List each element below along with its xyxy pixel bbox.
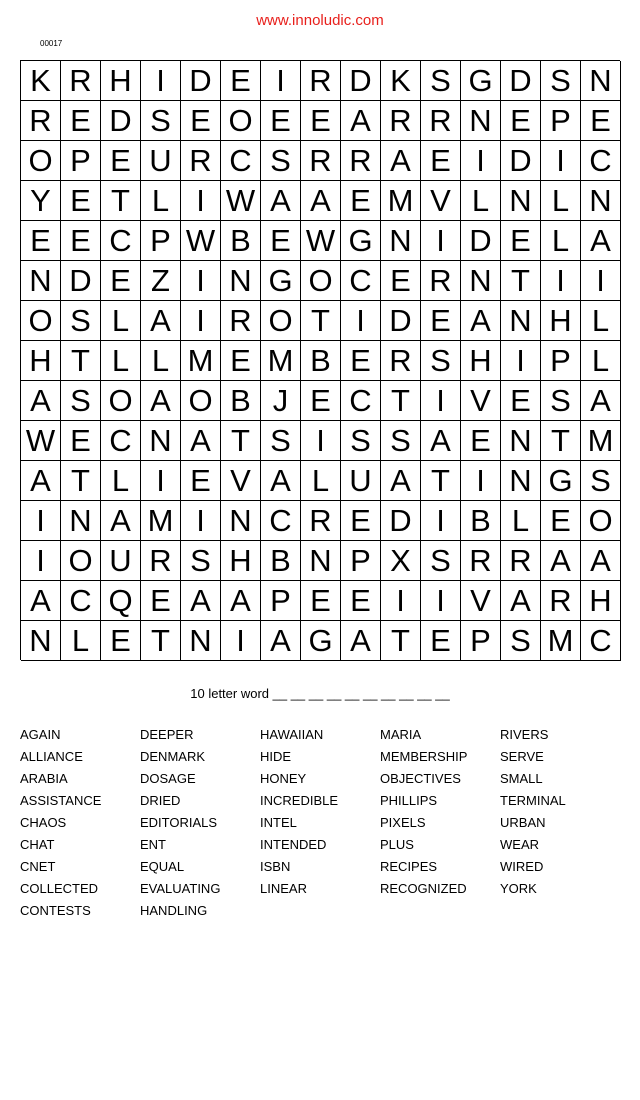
grid-cell[interactable]: E [101, 141, 141, 181]
grid-cell[interactable]: N [581, 61, 621, 101]
grid-cell[interactable]: N [221, 501, 261, 541]
grid-cell[interactable]: I [181, 301, 221, 341]
grid-cell[interactable]: A [141, 381, 181, 421]
word-list-item: TERMINAL [500, 793, 566, 808]
grid-cell[interactable]: E [421, 141, 461, 181]
grid-cell[interactable]: E [421, 621, 461, 661]
grid-cell[interactable]: Y [21, 181, 61, 221]
grid-cell[interactable]: A [261, 461, 301, 501]
word-list-item: INCREDIBLE [260, 793, 339, 808]
word-list-item: YORK [500, 881, 537, 896]
word-column [380, 726, 500, 924]
grid-cell[interactable]: I [181, 181, 221, 221]
grid-cell[interactable]: R [381, 101, 421, 141]
grid-cell[interactable]: S [501, 621, 541, 661]
grid-cell[interactable]: C [221, 141, 261, 181]
grid-cell[interactable]: L [501, 501, 541, 541]
grid-cell[interactable]: L [461, 181, 501, 221]
grid-cell[interactable]: E [341, 501, 381, 541]
grid-cell[interactable]: M [141, 501, 181, 541]
grid-cell[interactable]: D [341, 61, 381, 101]
grid-cell[interactable]: T [381, 621, 421, 661]
grid-cell[interactable]: E [501, 101, 541, 141]
grid-cell[interactable]: P [61, 141, 101, 181]
word-column [140, 726, 260, 924]
grid-cell[interactable]: P [461, 621, 501, 661]
word-list-item: HANDLING [140, 903, 208, 918]
grid-cell[interactable]: O [21, 141, 61, 181]
grid-cell[interactable]: D [381, 501, 421, 541]
grid-cell[interactable]: T [61, 461, 101, 501]
grid-cell[interactable]: I [141, 461, 181, 501]
grid-cell[interactable]: A [581, 381, 621, 421]
word-list-item: PHILLIPS [380, 793, 438, 808]
grid-cell[interactable]: O [21, 301, 61, 341]
grid-cell[interactable]: A [261, 181, 301, 221]
grid-cell[interactable]: T [141, 621, 181, 661]
grid-cell[interactable]: E [101, 621, 141, 661]
grid-cell[interactable]: S [261, 141, 301, 181]
grid-cell[interactable]: A [381, 461, 421, 501]
grid-cell[interactable]: R [421, 101, 461, 141]
grid-cell[interactable]: D [501, 61, 541, 101]
grid-cell[interactable]: I [461, 461, 501, 501]
grid-cell[interactable]: B [261, 541, 301, 581]
grid-cell[interactable]: Q [101, 581, 141, 621]
word-list-item: LINEAR [260, 881, 307, 896]
grid-cell[interactable]: O [301, 261, 341, 301]
grid-cell[interactable]: N [501, 301, 541, 341]
grid-cell[interactable]: L [141, 181, 181, 221]
grid-cell[interactable]: U [141, 141, 181, 181]
word-list-item: EDITORIALS [140, 815, 218, 830]
grid-cell[interactable]: L [581, 301, 621, 341]
grid-cell[interactable]: E [501, 381, 541, 421]
grid-cell[interactable]: E [101, 261, 141, 301]
grid-cell[interactable]: N [61, 501, 101, 541]
grid-cell[interactable]: I [21, 541, 61, 581]
mystery-word-hint: 10 letter word __ __ __ __ __ __ __ __ __ __ [190, 686, 450, 701]
grid-cell[interactable]: A [461, 301, 501, 341]
grid-cell[interactable]: I [181, 261, 221, 301]
grid-cell[interactable]: D [181, 61, 221, 101]
word-list-item: RECIPES [380, 859, 438, 874]
word-list-item: SMALL [500, 771, 543, 786]
grid-cell[interactable]: E [461, 421, 501, 461]
grid-cell[interactable]: A [541, 541, 581, 581]
grid-cell[interactable]: E [341, 341, 381, 381]
grid-cell[interactable]: L [581, 341, 621, 381]
word-list-item: ENT [140, 837, 166, 852]
word-list-item: DRIED [140, 793, 181, 808]
grid-cell[interactable]: E [541, 501, 581, 541]
word-list-item: CNET [20, 859, 56, 874]
grid-cell[interactable]: U [341, 461, 381, 501]
grid-cell[interactable]: R [21, 101, 61, 141]
grid-cell[interactable]: A [141, 301, 181, 341]
grid-cell[interactable]: S [581, 461, 621, 501]
word-list-item: ASSISTANCE [20, 793, 102, 808]
grid-cell[interactable]: I [221, 621, 261, 661]
grid-cell[interactable]: A [181, 421, 221, 461]
grid-cell[interactable]: G [541, 461, 581, 501]
grid-cell[interactable]: R [221, 301, 261, 341]
grid-cell[interactable]: E [501, 221, 541, 261]
grid-cell[interactable]: E [61, 101, 101, 141]
grid-cell[interactable]: D [461, 221, 501, 261]
word-column [20, 726, 140, 924]
grid-cell[interactable]: G [461, 61, 501, 101]
grid-cell[interactable]: B [221, 381, 261, 421]
grid-cell[interactable]: H [21, 341, 61, 381]
grid-cell[interactable]: E [221, 341, 261, 381]
grid-cell[interactable]: L [101, 461, 141, 501]
grid-cell[interactable]: N [221, 261, 261, 301]
word-list-item: PLUS [380, 837, 414, 852]
word-search-grid [20, 60, 620, 660]
grid-cell[interactable]: E [61, 181, 101, 221]
grid-cell[interactable]: O [221, 101, 261, 141]
grid-cell[interactable]: L [541, 221, 581, 261]
grid-cell[interactable]: N [501, 461, 541, 501]
grid-cell[interactable]: I [541, 141, 581, 181]
grid-cell[interactable]: H [461, 341, 501, 381]
word-list-item: HAWAIIAN [260, 727, 324, 742]
grid-cell[interactable]: S [341, 421, 381, 461]
grid-cell[interactable]: I [541, 261, 581, 301]
grid-cell[interactable]: P [541, 101, 581, 141]
grid-cell[interactable]: R [501, 541, 541, 581]
grid-cell[interactable]: O [101, 381, 141, 421]
grid-cell[interactable]: C [581, 141, 621, 181]
grid-cell[interactable]: R [61, 61, 101, 101]
grid-cell[interactable]: R [301, 501, 341, 541]
grid-cell[interactable]: R [341, 141, 381, 181]
word-list-item: WEAR [500, 837, 539, 852]
grid-cell[interactable]: O [61, 541, 101, 581]
word-list-item: COLLECTED [20, 881, 99, 896]
grid-cell[interactable]: A [21, 581, 61, 621]
word-list-item: CHAT [20, 837, 55, 852]
word-list-item: INTENDED [260, 837, 327, 852]
grid-cell[interactable]: R [181, 141, 221, 181]
grid-cell[interactable]: S [421, 541, 461, 581]
grid-cell[interactable]: E [61, 421, 101, 461]
grid-cell[interactable]: V [421, 181, 461, 221]
grid-cell[interactable]: I [501, 341, 541, 381]
grid-cell[interactable]: I [421, 381, 461, 421]
grid-cell[interactable]: T [501, 261, 541, 301]
grid-cell[interactable]: S [61, 301, 101, 341]
word-list-item: ISBN [260, 859, 291, 874]
grid-cell[interactable]: D [501, 141, 541, 181]
grid-cell[interactable]: T [101, 181, 141, 221]
grid-cell[interactable]: A [181, 581, 221, 621]
grid-cell[interactable]: B [221, 221, 261, 261]
grid-cell[interactable]: U [101, 541, 141, 581]
grid-cell[interactable]: N [381, 221, 421, 261]
grid-cell[interactable]: A [341, 101, 381, 141]
grid-cell[interactable]: S [181, 541, 221, 581]
grid-cell[interactable]: A [21, 461, 61, 501]
site-link[interactable]: www.innoludic.com [256, 12, 384, 29]
grid-cell[interactable]: S [541, 381, 581, 421]
grid-cell[interactable]: R [141, 541, 181, 581]
grid-cell[interactable]: I [21, 501, 61, 541]
grid-cell[interactable]: Z [141, 261, 181, 301]
grid-cell[interactable]: A [581, 541, 621, 581]
grid-cell[interactable]: A [581, 221, 621, 261]
grid-cell[interactable]: S [421, 61, 461, 101]
grid-cell[interactable]: P [541, 341, 581, 381]
word-list-item: SERVE [500, 749, 544, 764]
word-list [20, 726, 620, 924]
grid-cell[interactable]: H [101, 61, 141, 101]
grid-cell[interactable]: E [221, 61, 261, 101]
grid-cell[interactable]: E [301, 581, 341, 621]
grid-cell[interactable]: D [61, 261, 101, 301]
grid-cell[interactable]: L [301, 461, 341, 501]
grid-cell[interactable]: E [61, 221, 101, 261]
grid-cell[interactable]: S [61, 381, 101, 421]
grid-cell[interactable]: T [221, 421, 261, 461]
grid-cell[interactable]: W [221, 181, 261, 221]
grid-cell[interactable]: M [261, 341, 301, 381]
word-column [260, 726, 380, 924]
grid-cell[interactable]: C [341, 381, 381, 421]
grid-cell[interactable]: R [381, 341, 421, 381]
grid-cell[interactable]: I [141, 61, 181, 101]
grid-cell[interactable]: T [61, 341, 101, 381]
grid-cell[interactable]: H [581, 581, 621, 621]
grid-cell[interactable]: N [21, 261, 61, 301]
grid-cell[interactable]: N [501, 181, 541, 221]
grid-cell[interactable]: K [381, 61, 421, 101]
grid-cell[interactable]: A [341, 621, 381, 661]
grid-cell[interactable]: N [581, 181, 621, 221]
grid-cell[interactable]: I [341, 301, 381, 341]
grid-cell[interactable]: I [581, 261, 621, 301]
word-list-item: CHAOS [20, 815, 67, 830]
grid-cell[interactable]: M [381, 181, 421, 221]
grid-cell[interactable]: J [261, 381, 301, 421]
grid-cell[interactable]: I [381, 581, 421, 621]
grid-cell[interactable]: E [421, 301, 461, 341]
grid-cell[interactable]: A [221, 581, 261, 621]
grid-cell[interactable]: H [221, 541, 261, 581]
grid-cell[interactable]: N [501, 421, 541, 461]
grid-cell[interactable]: L [541, 181, 581, 221]
grid-cell[interactable]: L [101, 341, 141, 381]
grid-cell[interactable]: O [581, 501, 621, 541]
grid-cell[interactable]: I [461, 141, 501, 181]
grid-cell[interactable]: M [181, 341, 221, 381]
grid-cell[interactable]: A [381, 141, 421, 181]
grid-cell[interactable]: H [541, 301, 581, 341]
grid-cell[interactable]: V [221, 461, 261, 501]
word-list-item: URBAN [500, 815, 546, 830]
word-list-item: MARIA [380, 727, 422, 742]
grid-cell[interactable]: A [301, 181, 341, 221]
grid-cell[interactable]: G [341, 221, 381, 261]
word-list-item: HONEY [260, 771, 307, 786]
grid-cell[interactable]: S [421, 341, 461, 381]
grid-cell[interactable]: R [301, 141, 341, 181]
grid-cell[interactable]: G [261, 261, 301, 301]
grid-cell[interactable]: A [501, 581, 541, 621]
grid-cell[interactable]: T [421, 461, 461, 501]
grid-cell[interactable]: N [461, 101, 501, 141]
grid-cell[interactable]: R [461, 541, 501, 581]
word-list-item: INTEL [260, 815, 297, 830]
grid-cell[interactable]: M [581, 421, 621, 461]
word-list-item: HIDE [260, 749, 292, 764]
grid-cell[interactable]: T [301, 301, 341, 341]
word-list-item: WIRED [500, 859, 544, 874]
grid-cell[interactable]: I [421, 581, 461, 621]
grid-cell[interactable]: S [261, 421, 301, 461]
grid-cell[interactable]: E [341, 181, 381, 221]
grid-cell[interactable]: E [341, 581, 381, 621]
word-list-item: OBJECTIVES [380, 771, 461, 786]
word-list-item: ALLIANCE [20, 749, 83, 764]
grid-cell[interactable]: E [301, 101, 341, 141]
grid-cell[interactable]: A [261, 621, 301, 661]
grid-cell[interactable]: W [21, 421, 61, 461]
grid-cell[interactable]: C [101, 421, 141, 461]
word-list-item: MEMBERSHIP [380, 749, 468, 764]
grid-cell[interactable]: R [541, 581, 581, 621]
grid-cell[interactable]: L [61, 621, 101, 661]
grid-cell[interactable]: W [181, 221, 221, 261]
word-list-item: EVALUATING [140, 881, 221, 896]
grid-cell[interactable]: E [181, 101, 221, 141]
grid-cell[interactable]: S [141, 101, 181, 141]
grid-cell[interactable]: R [421, 261, 461, 301]
word-list-item: PIXELS [380, 815, 426, 830]
grid-cell[interactable]: X [381, 541, 421, 581]
grid-cell[interactable]: D [101, 101, 141, 141]
word-list-item: DEEPER [140, 727, 194, 742]
grid-cell[interactable]: N [21, 621, 61, 661]
grid-cell[interactable]: V [461, 581, 501, 621]
grid-cell[interactable]: C [101, 221, 141, 261]
grid-cell[interactable]: B [461, 501, 501, 541]
grid-cell[interactable]: I [261, 61, 301, 101]
grid-cell[interactable]: O [261, 301, 301, 341]
grid-cell[interactable]: M [541, 621, 581, 661]
grid-cell[interactable]: E [581, 101, 621, 141]
grid-cell[interactable]: E [261, 101, 301, 141]
grid-cell[interactable]: N [181, 621, 221, 661]
grid-cell[interactable]: O [181, 381, 221, 421]
grid-cell[interactable]: N [141, 421, 181, 461]
grid-cell[interactable]: P [261, 581, 301, 621]
grid-cell[interactable]: G [301, 621, 341, 661]
word-list-item: RECOGNIZED [380, 881, 467, 896]
grid-cell[interactable]: D [381, 301, 421, 341]
puzzle-id: 00017 [40, 39, 63, 48]
grid-cell[interactable]: R [301, 61, 341, 101]
grid-cell[interactable]: E [181, 461, 221, 501]
word-list-item: DOSAGE [140, 771, 196, 786]
grid-cell[interactable]: I [181, 501, 221, 541]
grid-cell[interactable]: N [301, 541, 341, 581]
grid-cell[interactable]: I [301, 421, 341, 461]
grid-cell[interactable]: T [541, 421, 581, 461]
grid-cell[interactable]: E [21, 221, 61, 261]
word-list-item: EQUAL [140, 859, 185, 874]
word-column [500, 726, 620, 924]
grid-cell[interactable]: S [541, 61, 581, 101]
word-list-item: DENMARK [140, 749, 206, 764]
grid-cell[interactable]: L [101, 301, 141, 341]
grid-cell[interactable]: A [21, 381, 61, 421]
grid-cell[interactable]: P [141, 221, 181, 261]
grid-cell[interactable]: W [301, 221, 341, 261]
grid-cell[interactable]: B [301, 341, 341, 381]
word-list-item: RIVERS [500, 727, 549, 742]
grid-cell[interactable]: K [21, 61, 61, 101]
grid-cell[interactable]: C [341, 261, 381, 301]
grid-cell[interactable]: E [141, 581, 181, 621]
grid-cell[interactable]: A [421, 421, 461, 461]
grid-cell[interactable]: L [141, 341, 181, 381]
grid-cell[interactable]: T [381, 381, 421, 421]
grid-cell[interactable]: I [421, 221, 461, 261]
grid-cell[interactable]: E [261, 221, 301, 261]
grid-cell[interactable]: C [581, 621, 621, 661]
grid-cell[interactable]: V [461, 381, 501, 421]
grid-cell[interactable]: I [421, 501, 461, 541]
grid-cell[interactable]: N [461, 261, 501, 301]
grid-cell[interactable]: S [381, 421, 421, 461]
grid-cell[interactable]: E [381, 261, 421, 301]
grid-cell[interactable]: A [101, 501, 141, 541]
grid-cell[interactable]: E [301, 381, 341, 421]
word-list-item: CONTESTS [20, 903, 91, 918]
word-list-item: ARABIA [20, 771, 68, 786]
grid-cell[interactable]: P [341, 541, 381, 581]
word-list-item: AGAIN [20, 727, 61, 742]
grid-cell[interactable]: C [61, 581, 101, 621]
grid-cell[interactable]: C [261, 501, 301, 541]
